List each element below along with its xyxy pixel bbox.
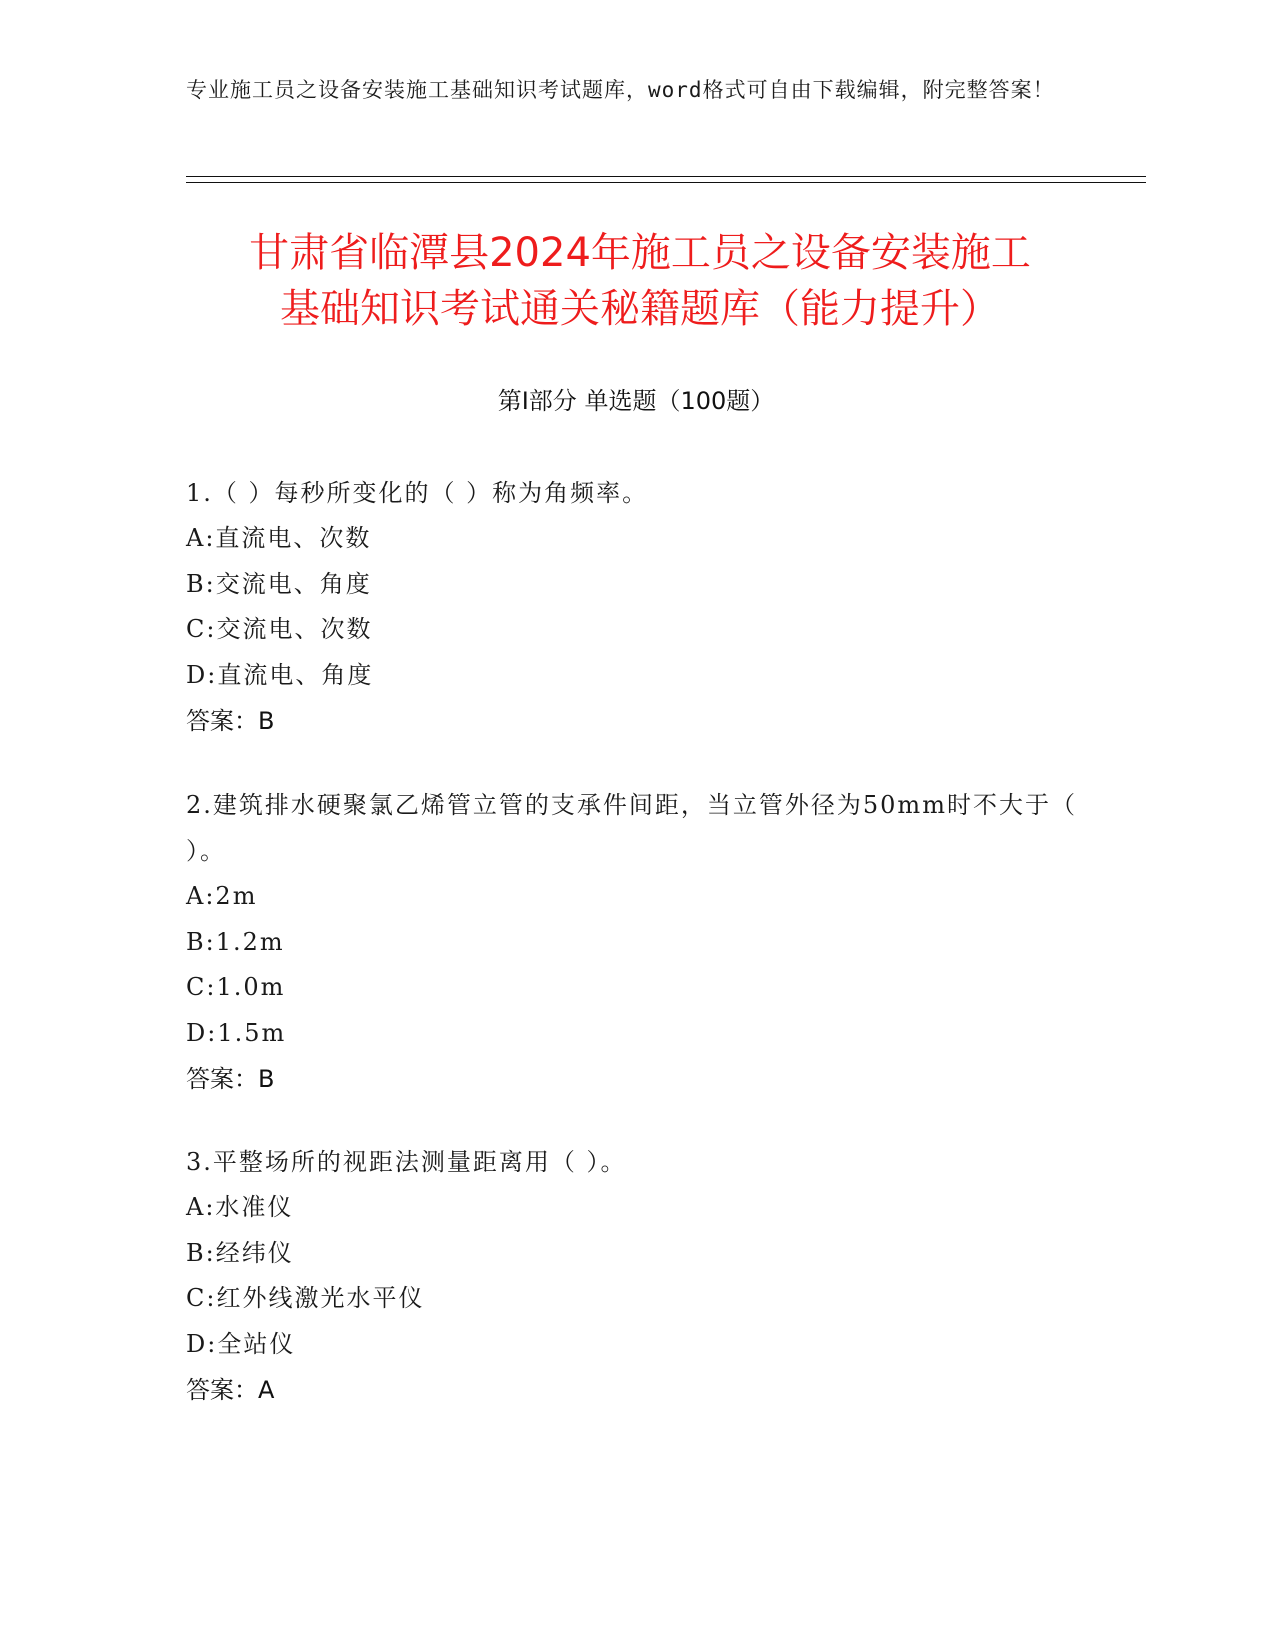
option-a: A:水准仪 (186, 1193, 294, 1221)
answer: 答案：B (186, 707, 275, 735)
document-title-line-1: 甘肃省临潭县2024年施工员之设备安装施工 (249, 230, 1031, 276)
option-d: D:1.5m (186, 1018, 287, 1047)
option-c: C:1.0m (186, 973, 286, 1001)
question-stem: 2.建筑排水硬聚氯乙烯管立管的支承件间距，当立管外径为50mm时不大于（ ）。 (186, 791, 1077, 865)
question-3 (186, 1139, 1086, 1413)
answer: 答案：A (186, 1376, 275, 1404)
option-d: D:直流电、角度 (186, 660, 374, 689)
option-b: B:1.2m (186, 927, 285, 956)
document-title-line-2: 基础知识考试通关秘籍题库（能力提升） (280, 286, 1000, 332)
option-d: D:全站仪 (186, 1329, 296, 1358)
option-c: C:红外线激光水平仪 (186, 1284, 425, 1312)
header-divider-bottom (186, 182, 1146, 183)
option-c: C:交流电、次数 (186, 615, 373, 643)
header-note: 专业施工员之设备安装施工基础知识考试题库，word格式可自由下载编辑，附完整答案！ (186, 78, 1055, 102)
document-title (180, 225, 1100, 337)
option-b: B:交流电、角度 (186, 569, 372, 598)
question-2 (186, 782, 1086, 1102)
question-stem: 3.平整场所的视距法测量距离用（ ）。 (186, 1148, 627, 1176)
option-b: B:经纬仪 (186, 1238, 294, 1267)
header-divider-top (186, 176, 1146, 177)
option-a: A:2m (186, 882, 258, 910)
question-1 (186, 470, 1086, 744)
question-stem: 1.（ ）每秒所变化的（ ）称为角频率。 (186, 479, 649, 507)
answer: 答案：B (186, 1065, 275, 1093)
option-a: A:直流电、次数 (186, 524, 372, 552)
section-title: 第Ⅰ部分 单选题（100题） (497, 387, 775, 415)
